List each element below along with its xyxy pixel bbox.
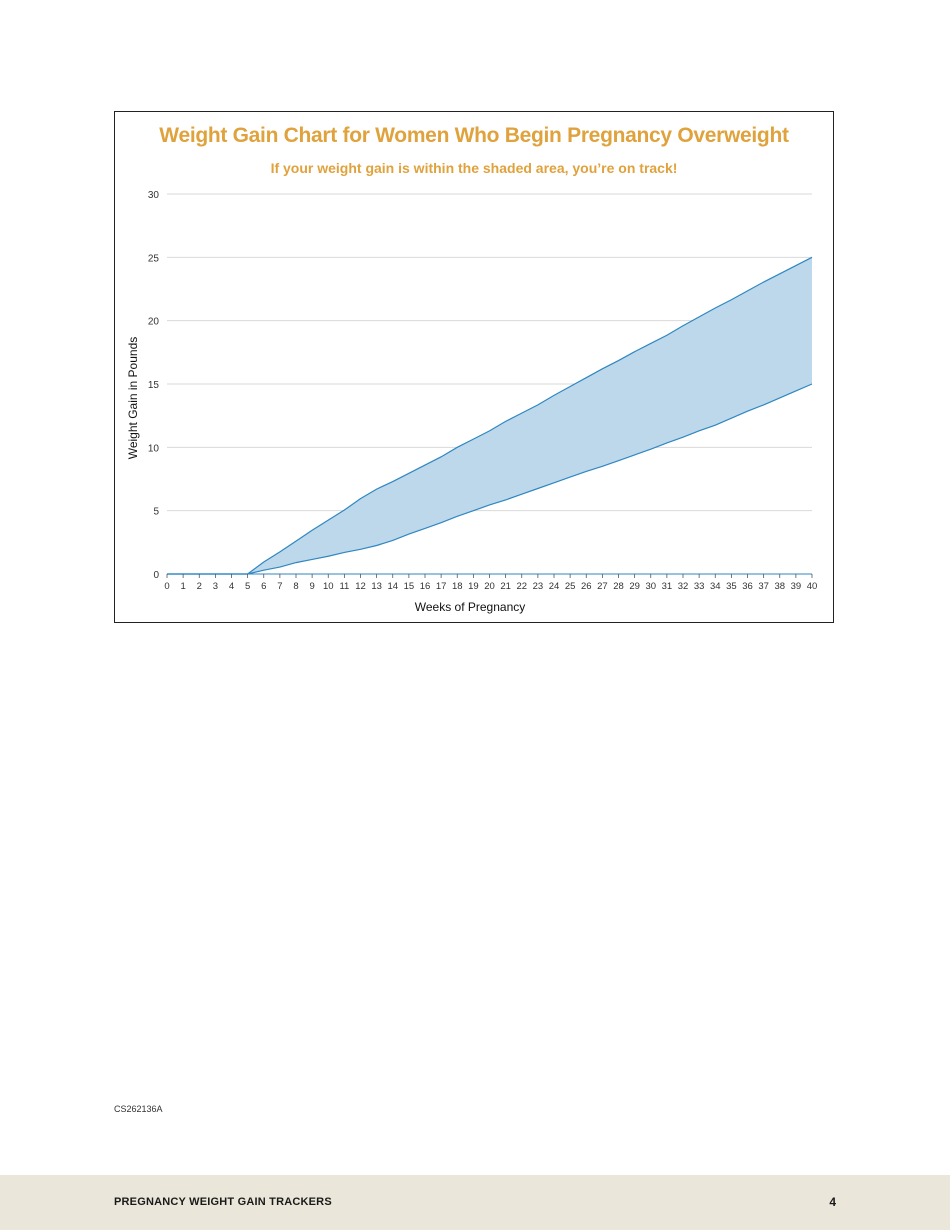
x-tick-label-17: 17 xyxy=(435,581,447,592)
x-tick-label-7: 7 xyxy=(277,581,283,592)
x-tick-label-34: 34 xyxy=(709,581,721,592)
chart-frame xyxy=(114,111,834,623)
x-tick-label-26: 26 xyxy=(580,581,592,592)
x-tick-label-1: 1 xyxy=(180,581,186,592)
y-axis-label: Weight Gain in Pounds xyxy=(126,336,140,460)
x-tick-label-3: 3 xyxy=(212,581,219,592)
x-tick-label-40: 40 xyxy=(806,581,818,592)
x-tick-label-6: 6 xyxy=(261,581,267,592)
x-tick-label-8: 8 xyxy=(293,581,299,592)
y-tick-label-20: 20 xyxy=(147,316,159,328)
y-tick-label-10: 10 xyxy=(147,443,159,455)
x-axis-label: Weeks of Pregnancy xyxy=(414,600,526,614)
x-tick-label-5: 5 xyxy=(244,581,251,592)
x-tick-label-33: 33 xyxy=(693,581,705,592)
x-tick-label-11: 11 xyxy=(339,581,350,592)
x-tick-label-36: 36 xyxy=(742,581,753,592)
y-tick-label-5: 5 xyxy=(153,506,159,518)
x-tick-label-13: 13 xyxy=(371,581,382,592)
x-tick-label-37: 37 xyxy=(758,581,769,592)
x-tick-label-24: 24 xyxy=(548,581,560,592)
x-tick-label-28: 28 xyxy=(613,581,624,592)
x-tick-label-23: 23 xyxy=(532,581,544,592)
chart-title: Weight Gain Chart for Women Who Begin Pregnancy Overweight xyxy=(159,124,789,147)
page-footer xyxy=(0,1175,950,1230)
page-number: 4 xyxy=(829,1195,836,1209)
x-tick-label-4: 4 xyxy=(228,581,235,592)
y-tick-label-0: 0 xyxy=(153,570,159,581)
x-tick-label-25: 25 xyxy=(564,581,576,592)
x-tick-label-10: 10 xyxy=(322,581,334,592)
x-tick-label-39: 39 xyxy=(790,581,802,592)
x-tick-label-18: 18 xyxy=(451,581,463,592)
document-code: CS262136A xyxy=(114,1104,163,1114)
x-tick-label-21: 21 xyxy=(500,581,511,592)
x-tick-label-16: 16 xyxy=(419,581,431,592)
x-tick-label-29: 29 xyxy=(629,581,640,592)
x-tick-label-35: 35 xyxy=(726,581,737,592)
y-tick-label-25: 25 xyxy=(147,253,159,265)
x-tick-label-27: 27 xyxy=(597,581,608,592)
x-tick-label-2: 2 xyxy=(196,581,202,592)
x-tick-label-0: 0 xyxy=(164,581,170,592)
x-tick-label-12: 12 xyxy=(355,581,366,592)
recommended-range-area xyxy=(167,257,812,574)
chart-subtitle: If your weight gain is within the shaded area, you’re on track! xyxy=(270,160,678,176)
x-tick-label-14: 14 xyxy=(387,581,399,592)
x-tick-label-38: 38 xyxy=(774,581,786,592)
x-tick-label-9: 9 xyxy=(309,581,315,592)
x-tick-label-31: 31 xyxy=(661,581,673,592)
x-tick-label-22: 22 xyxy=(516,581,528,592)
footer-title: PREGNANCY WEIGHT GAIN TRACKERS xyxy=(114,1196,332,1208)
x-tick-label-20: 20 xyxy=(484,581,495,592)
x-tick-label-15: 15 xyxy=(403,581,415,592)
x-tick-label-32: 32 xyxy=(677,581,689,592)
weight-gain-chart xyxy=(115,112,833,622)
y-tick-label-15: 15 xyxy=(147,380,159,391)
x-tick-label-19: 19 xyxy=(468,581,479,592)
y-tick-label-30: 30 xyxy=(147,190,159,201)
x-tick-label-30: 30 xyxy=(645,581,657,592)
